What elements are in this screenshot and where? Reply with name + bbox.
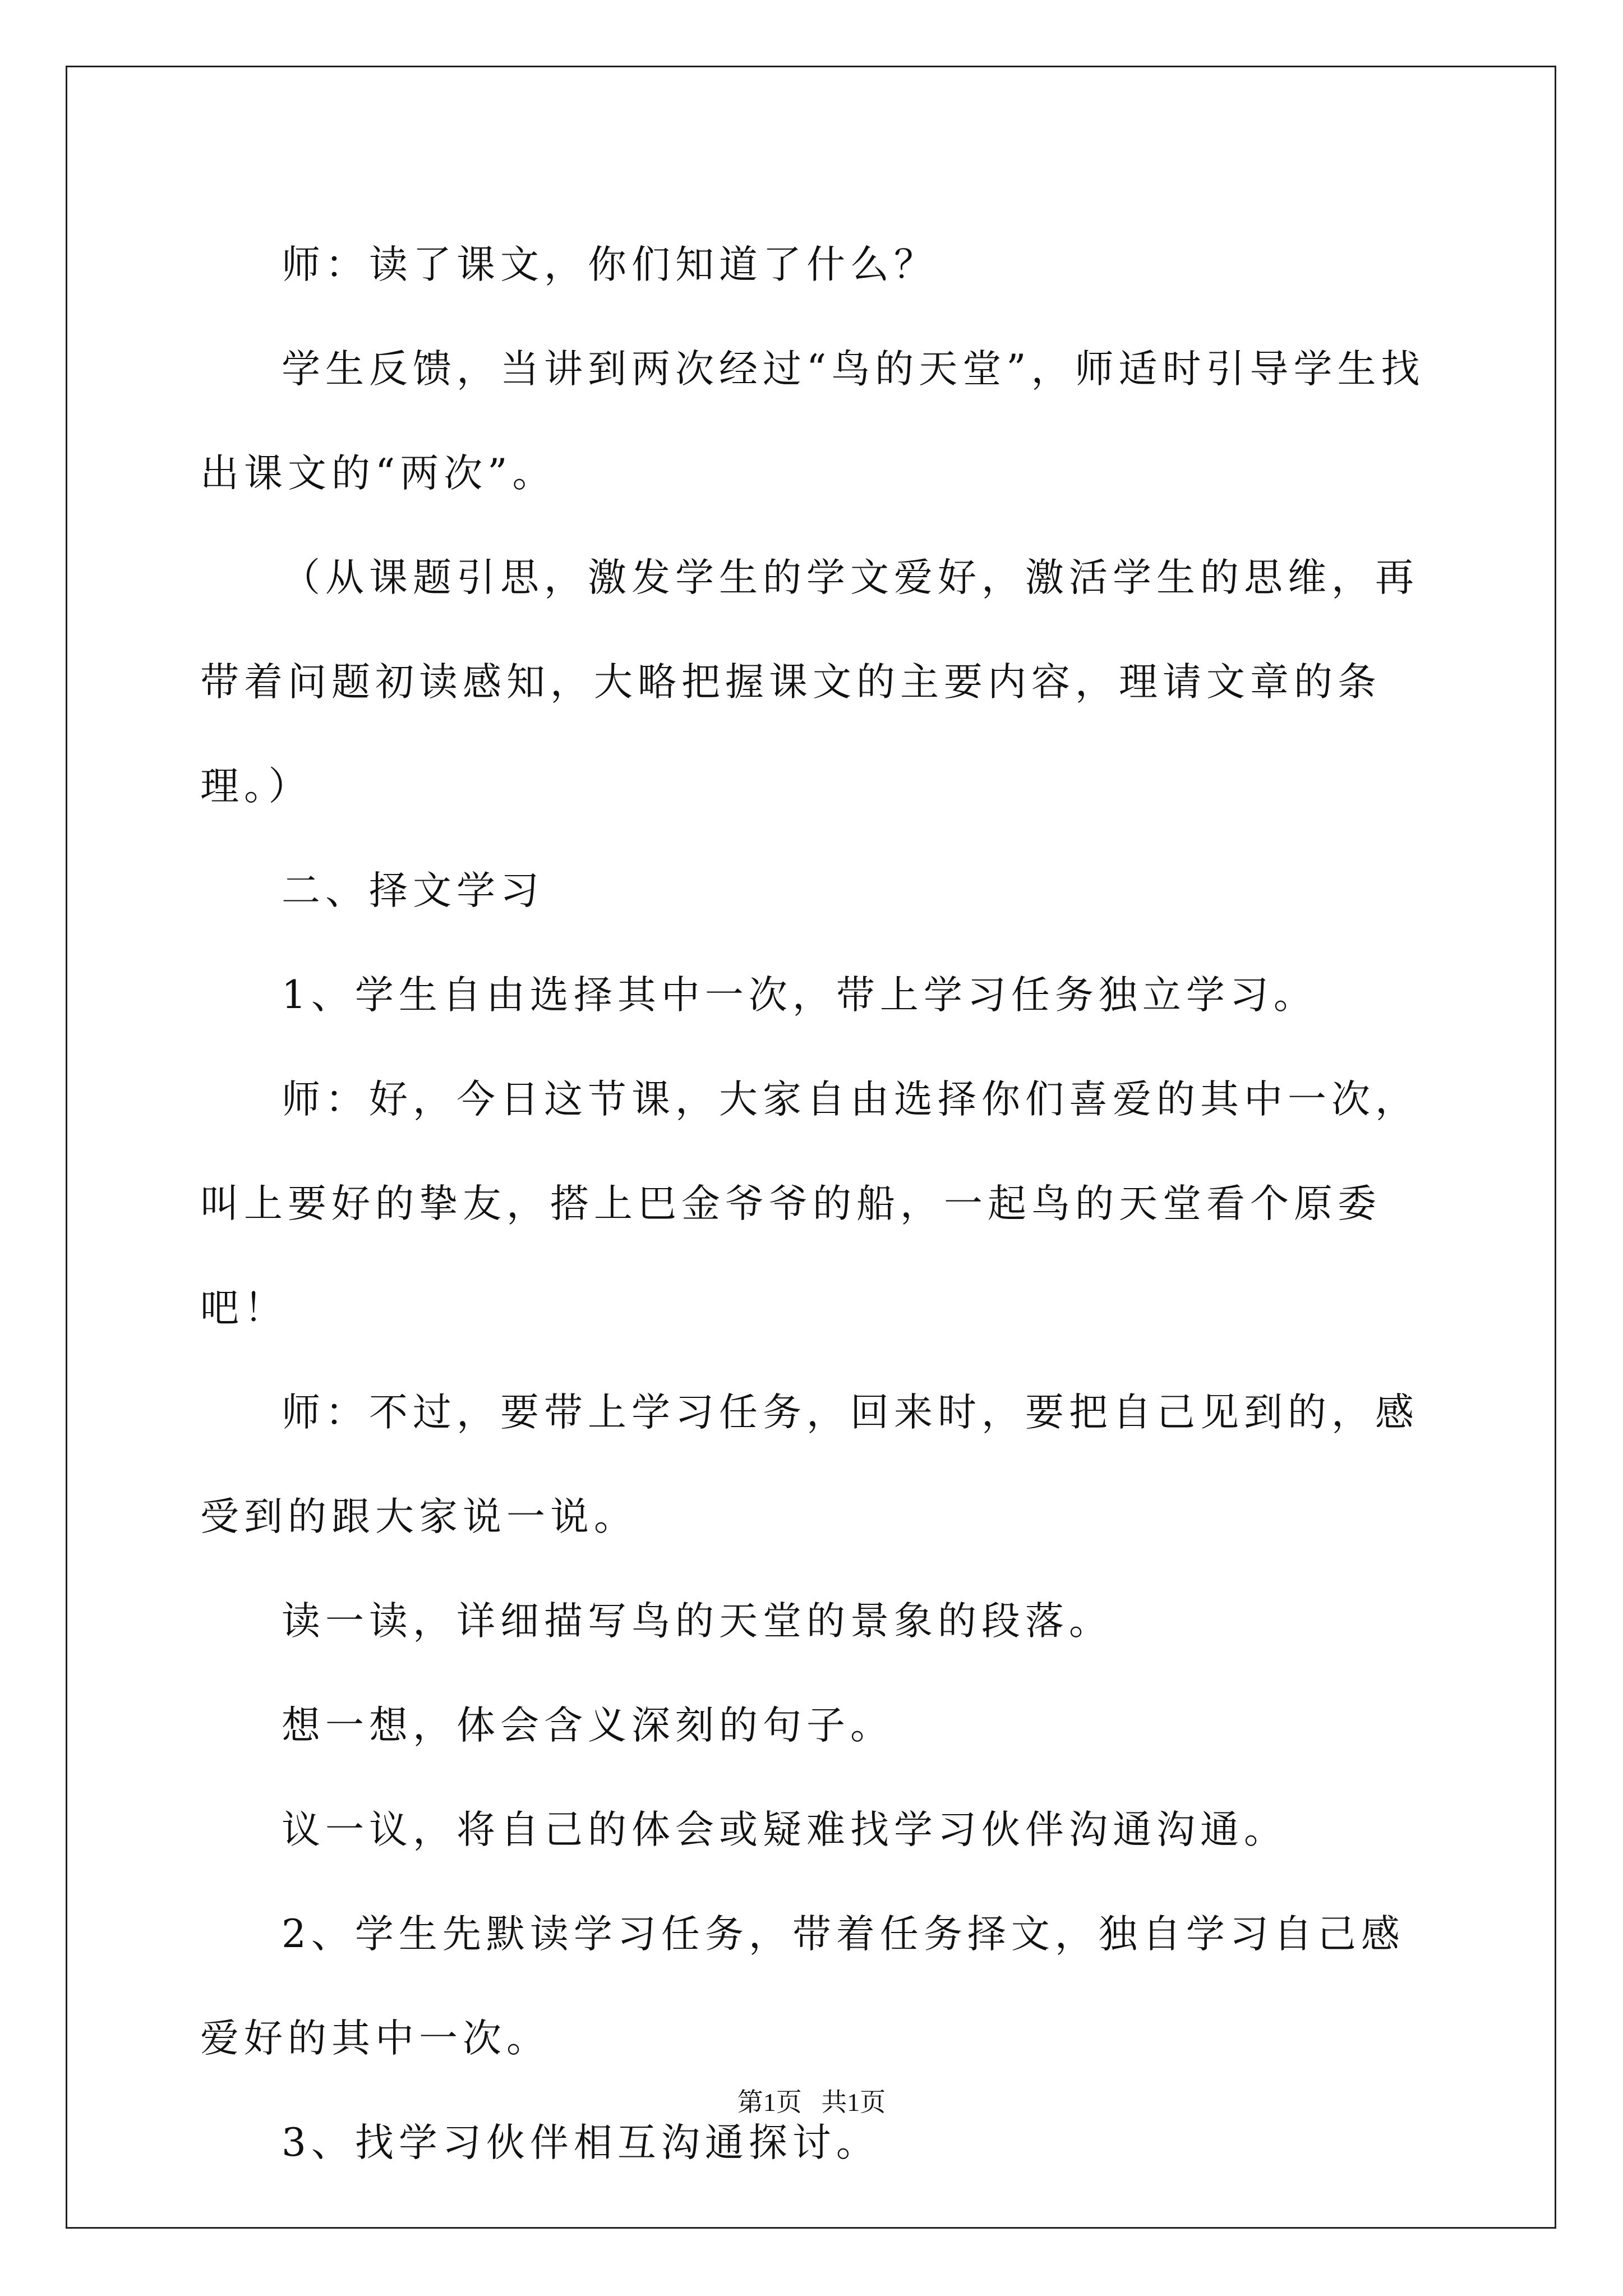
paragraph: 议一议，将自己的体会或疑难找学习伙伴沟通沟通。 bbox=[282, 1807, 1288, 1852]
paragraph: 师：不过，要带上学习任务，回来时，要把自己见到的，感受到的跟大家说一说。 bbox=[200, 1390, 1419, 1539]
paragraph: 学生反馈，当讲到两次经过“鸟的天堂”，师适时引导学生找出课文的“两次”。 bbox=[200, 347, 1425, 496]
document-body bbox=[200, 213, 1434, 2195]
page-total: 共1页 bbox=[821, 2088, 886, 2116]
paragraph: （从课题引思，激发学生的学文爱好，激活学生的思维，再带着问题初读感知，大略把握课文的主要内容，理请文章的条理。） bbox=[200, 555, 1419, 809]
paragraph: 1、学生自由选择其中一次，带上学习任务独立学习。 bbox=[282, 973, 1317, 1018]
paragraph: 3、找学习伙伴相互沟通探讨。 bbox=[282, 2120, 880, 2165]
section-heading: 二、择文学习 bbox=[282, 868, 544, 913]
page-footer bbox=[0, 2086, 1623, 2119]
paragraph: 师：好，今日这节课，大家自由选择你们喜爱的其中一次，叫上要好的挚友，搭上巴金爷爷的船，一起鸟的天堂看个原委吧！ bbox=[200, 1077, 1419, 1331]
paragraph: 想一想，体会含义深刻的句子。 bbox=[282, 1703, 894, 1748]
paragraph: 读一读，详细描写鸟的天堂的景象的段落。 bbox=[282, 1599, 1113, 1644]
paragraph: 2、学生先默读学习任务，带着任务择文，独自学习自己感爱好的其中一次。 bbox=[200, 1912, 1405, 2061]
page-number: 第1页 bbox=[737, 2088, 802, 2116]
paragraph: 师：读了课文，你们知道了什么？ bbox=[282, 242, 938, 287]
